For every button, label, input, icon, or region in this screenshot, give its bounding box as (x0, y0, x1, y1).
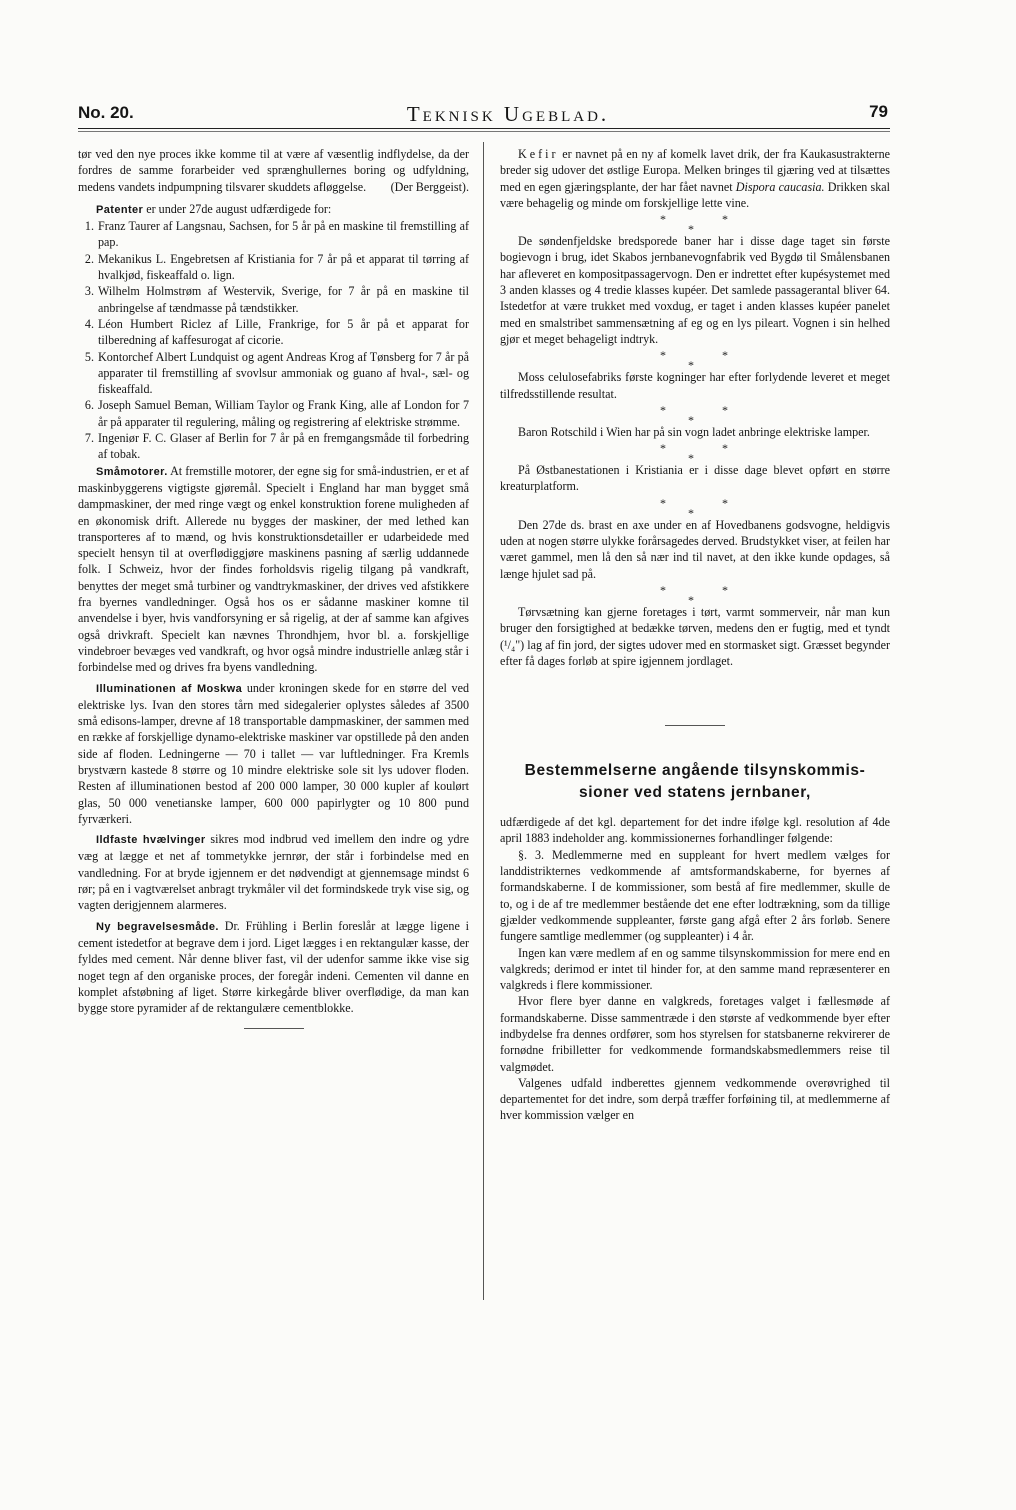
list-text: Mekanikus L. Engebretsen af Kristiania for 7 år på et apparat til tørring af hvalkjød, fiskeaffald o. lign. (98, 251, 469, 283)
star: * (722, 582, 728, 597)
separator-stars (500, 495, 890, 520)
star: * (688, 222, 694, 237)
kefir-paragraph (500, 146, 890, 211)
star: * (660, 441, 666, 456)
left-column (78, 146, 469, 1029)
star: * (688, 451, 694, 466)
star: * (688, 505, 694, 520)
list-number: 4. (84, 316, 94, 331)
kefir-text-end: Drikken skal være behagelig og minde om forskjellige lette vine. (500, 179, 890, 210)
list-number: 6. (84, 398, 94, 413)
begravelse-text: Dr. Frühling i Berlin foreslår at lægge ligene i cement istedetfor at begrave dem i jord. Liget lægges i en rektangulær kasse, der fyldes med cement. Når denne bliver fast, vil der udenfor samme ikke vise sig noget tegn af den organiske proces, der foregår indeni. Cementen vil danne en komplet afstøbning af liget. Større kirkegårde bliver overflødige, da man kan bygge store pyramider af de rektangulære cementblokke. (78, 918, 469, 1016)
list-number: 2. (84, 251, 94, 266)
intro-source: (Der Berggeist). (390, 179, 469, 194)
ildfaste-text: sikres mod indbrud ved imellem den indre og ydre væg at lægge et net af tommetykke jernrør, der står i forbindelse med en vandledning. For at bryde igjennem er det nødvendigt at gjennemsage mindst 6 rør; på en i vagtværelset anbragt trykmåler vil det formindskede tryk vise sig, og vagten derigjennem alarmeres. (78, 832, 469, 913)
bestemmelser-paragraph: Hvor flere byer danne en valgkreds, foretages valget i fællesmøde af formandskaberne. Disse sammentræde i den største af vedkommende byer efter indbydelse fra dennes ordfører, som hos styrelsen for statsbanerne rekvirerer de fornødne fribilletter for vedkommende formandskabsmedlemmers reise til valgmødet. (500, 994, 890, 1074)
star: * (688, 412, 694, 427)
patents-intro-text: er under 27de august udfærdigede for: (143, 201, 332, 216)
separator-stars (500, 440, 890, 466)
separator-stars (500, 211, 890, 237)
ildfaste-label: Ildfaste hvælvinger (96, 834, 206, 847)
star: * (722, 441, 728, 456)
star: * (660, 402, 666, 417)
star: * (722, 495, 728, 510)
kefir-word: Kefir (518, 147, 559, 161)
smamotorer-paragraph (78, 463, 469, 676)
separator-stars (500, 582, 890, 607)
list-text: Wilhelm Holmstrøm af Westervik, Sverige, for 7 år på en maskine til anbringelse af tændmasse på tændstikker. (98, 284, 469, 315)
intro-paragraph (78, 146, 469, 195)
list-item (78, 349, 469, 398)
list-item (78, 316, 469, 349)
star: * (660, 212, 666, 227)
issue-number: No. 20. (78, 103, 134, 122)
ostbane-paragraph: På Østbanestationen i Kristiania er i disse dage blevet opført en større kreaturplatform. (500, 463, 890, 494)
header-rule-thin (78, 131, 890, 132)
begravelse-label: Ny begravelsesmåde. (96, 920, 219, 933)
star: * (722, 348, 728, 363)
baron-paragraph: Baron Rotschild i Wien har på sin vogn ladet anbringe elektriske lamper. (518, 424, 870, 439)
bestemmelser-paragraph: §. 3. Medlemmerne med en suppleant for hvert medlem vælges for landdistrikternes vedkommende af amtsformandskaberne, for byernes af formandskaberne. I de kommissioner, som bestå af fire medlemmer, skulle de to, og i de af tre medlemmer bestående det ene efter lodtrækning, som da tillige gjælder vedkommende suppleanter, første gang afgå efter 2 års forløb. Senere fungere samtlige medlemmer (og suppleanter) i 4 år. (500, 847, 890, 944)
intro-text: tør ved den nye proces ikke komme til at være af væsentlig indflydelse, da der fordres de samme forarbeider ved sprænghullernes boring og udfyldning, medens vandets indpumpning tilsvarer skuddets afløggelse. (78, 147, 469, 194)
patents-list (78, 218, 469, 462)
kefir-italic: Dispora caucasia. (735, 179, 825, 194)
list-number: 3. (84, 284, 94, 299)
heading-line: sioner ved statens jernbaner, (579, 784, 811, 802)
moss-paragraph: Moss celulosefabriks første kogninger har efter forlydende leveret et meget tilfredsstillende resultat. (500, 370, 890, 401)
page-number: 79 (869, 102, 888, 121)
separator-stars (500, 347, 890, 373)
bestemmelser-paragraph: Ingen kan være medlem af en og samme tilsynskommission for mere end en valgkreds; derimod er intet til hinder for, at den samme mand repræsenterer en valgkreds i flere kommissioner. (500, 945, 890, 993)
star: * (722, 402, 728, 417)
patents-intro (78, 201, 469, 218)
star: * (722, 212, 728, 227)
star: * (660, 582, 666, 597)
list-text: Kontorchef Albert Lundquist og agent Andreas Krog af Tønsberg for 7 år på apparater til fremstilling af svovlsur ammoniak og guano af hval-, sæl- og fiskeaffald. (98, 349, 469, 397)
axe-paragraph: Den 27de ds. brast en axe under en af Hovedbanens godsvogne, heldigvis uden at nogen større ulykke forårsagedes derved. Brudstykket viser, at feilen har været gammel, men lå den så nær ind til navet, at den ikke kunde opdages, så længe hjulet sad på. (500, 517, 890, 581)
illumination-text: under kroningen skede for en større del ved elektriske lys. Ivan den stores tårn med sidegalerier oplystes således af 3500 små edisons-lamper, drevne af 18 transportable dampmaskiner, der sammen med en række af forskjellige dynamo-elektriske maskiner var opstillede på den anden side af floden. Ledningerne — 70 i tallet — var luftledninger. Fra Kremls brystværn kastede 8 større og 10 mindre elektriske sole sit lys udover floden. Resten af illuminationen bestod af 200 000 lamper, 30 000 kupler af koulørt glas, 50 000 venetianske lamper, 600 000 papirlygter og 10 800 pund fyrværkeri. (78, 680, 469, 826)
star: * (688, 592, 694, 607)
list-number: 5. (84, 349, 94, 364)
column-divider (483, 142, 484, 1300)
list-item (78, 283, 469, 316)
bestemmelser-paragraph: Valgenes udfald indberettes gjennem vedkommende overøvrighed til departementet for det indre, som derpå træffer forføining til, at medlemmerne af hver kommission vælger en (500, 1075, 890, 1123)
end-rule (244, 1028, 304, 1029)
list-item (78, 430, 469, 463)
list-number: 1. (84, 219, 94, 234)
patents-label: Patenter (96, 203, 144, 216)
star: * (660, 348, 666, 363)
smamotorer-text: At fremstille motorer, der egne sig for små-industrien, er et af maskinbyggerens vigtigste gjøremål. Specielt i England har man bygget små dampmaskiner, der med ringe vægt og enkel konstruktion forene muligheden af en økonomisk drift. Allerede nu bygges der maskiner, der med lethed kan transporteres af to mænd, og hvis konstruktionsdetailler er udarbeidede med specielt hensyn til at overflødiggjøre maskinens pasning af særlig uddannede folk. I Schweiz, hvor der findes forholdsvis rigelig tilgang på vandkraft, benyttes der meget små turbiner og vandtrykmaskiner, der drives ved afstikkere fra byernes vandledninger. Også hos os er sådanne maskiner komne til anvendelse i byer, hvis vandforsyning er så rigelig, at der af samme kan afgives også drivkraft. Specielt kan nævnes Throndhjem, hvor bl. a. forskjellige vindebroer bevæges ved vandkraft, og hvor også mindre industrielle anlæg står i forbindelse med og drives fra byens vandledning. (78, 463, 469, 675)
begravelse-paragraph (78, 918, 469, 1017)
list-number: 7. (84, 431, 94, 446)
header-rule (78, 128, 890, 129)
heading-line: Bestemmelserne angående tilsynskommis- (524, 762, 866, 780)
illumination-paragraph (78, 680, 469, 828)
illumination-label: Illuminationen af Moskwa (96, 682, 243, 695)
kefir-text: er navnet på en ny af komelk lavet drik, der fra Kaukasustrakterne breder sig udover det østlige Europa. Melken bringes til gjæring ved at tilsættes med en egen gjæringsplante, der har fået navnet (500, 147, 890, 194)
right-column (500, 146, 890, 1124)
bestemmelser-intro: udfærdigede af det kgl. departement for det indre ifølge kgl. resolution af 4de april 1883 indeholder ang. kommissionernes forhandlinger følgende: (500, 815, 890, 846)
list-text: Léon Humbert Riclez af Lille, Frankrige, for 5 år på et apparat for tilberedning af kaffesurogat af cicorie. (98, 316, 469, 348)
list-text: Franz Taurer af Langsnau, Sachsen, for 5 år på en maskine til fremstilling af pap. (98, 219, 469, 250)
list-item (78, 251, 469, 284)
star: * (688, 358, 694, 373)
ildfaste-paragraph (78, 831, 469, 913)
smamotorer-label: Småmotorer. (96, 465, 168, 478)
list-text: Ingeniør F. C. Glaser af Berlin for 7 år på en fremgangsmåde til forbedring af tobak. (98, 431, 469, 462)
baner-paragraph: De søndenfjeldske bredsporede baner har i disse dage taget sin første bogievogn i brug, idet Skabos jernbanevognfabrik ved Bygdø til Smålensbanen har afleveret en kompositpassagervogn. Den er indrettet efter kupésystemet med 3 anden klasses og 4 tredie klasses kupéer. Det samlede passagerantal bliver 64. Istedetfor at være trukket med voxdug, er taget i anden klasses kupéer panelet med en smalstribet sammensætning af eg og en lys pileart. Vognen i sin helhed gjør et meget behageligt indtryk. (500, 234, 890, 346)
publication-title: Teknisk Ugeblad. (406, 102, 610, 126)
section-rule (665, 725, 725, 726)
list-item (78, 218, 469, 251)
article-heading (500, 760, 890, 804)
list-item (78, 397, 469, 430)
separator-stars (500, 402, 890, 427)
list-text: Joseph Samuel Beman, William Taylor og Frank King, alle af London for 7 år på apparater til regulering, måling og registrering af elektriske strømme. (98, 398, 469, 429)
star: * (660, 495, 666, 510)
torv-paragraph: Tørvsætning kan gjerne foretages i tørt, varmt sommerveir, når man kun bruger den forsigtighed at bedække tørven, medens den er fugtig, med et tyndt (¹/₄") lag af fin jord, der sigtes udover med en stormasket sigt. Græsset begynder efter få dages forløb at spire igjennem jordlaget. (500, 604, 890, 668)
